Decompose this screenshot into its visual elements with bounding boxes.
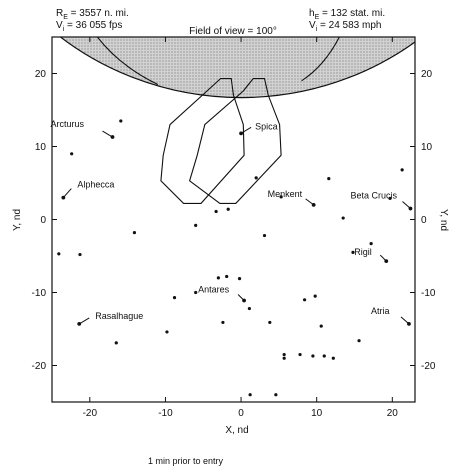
star-point [327,177,330,180]
y-tick-label-left: -10 [31,288,46,299]
y-tick-label-right: -20 [421,361,436,372]
y-tick-label-left: 20 [34,69,46,80]
x-tick-label: 0 [238,408,244,419]
star-point [227,208,230,211]
y-tick-label-left: -20 [31,361,46,372]
leader-arcturus [103,131,113,137]
window-outline-2 [190,79,282,204]
label-arcturus: Arcturus [50,119,85,130]
star-point [249,393,252,396]
star-point [225,275,228,278]
star-point [314,295,317,298]
chart-title: Field of view = 100° [189,26,277,37]
leader-alphecca [63,189,71,198]
star-point [263,234,266,237]
label-alphecca: Alphecca [77,179,115,190]
x-tick-label: 20 [386,408,398,419]
vi2-symbol: V [309,20,316,31]
entry-velocity-fps-line [56,20,122,33]
caption: 1 min prior to entry [148,456,224,466]
re-subscript: E [63,14,68,21]
star-point [274,393,277,396]
label-rasalhague: Rasalhague [95,310,144,321]
label-rigil: Rigil [354,247,372,258]
star-point [215,210,218,213]
vi2-subscript: i [315,26,318,33]
star-point [194,224,197,227]
star-point [78,253,81,256]
star-point [115,341,118,344]
label-spica: Spica [255,121,278,132]
leader-atria [401,317,409,324]
vi-fps-value: = 36 055 fps [64,20,123,31]
y-tick-label-right: 20 [421,69,433,80]
star-point [283,353,286,356]
y-axis-label-left: Y, nd [12,208,23,232]
leader-spica [241,127,251,133]
vi-subscript: i [62,26,65,33]
x-tick-label: 10 [311,408,323,419]
label-menkent: Menkent [267,188,303,199]
star-point [320,324,323,327]
re-symbol: R [56,8,64,19]
x-tick-label: -20 [82,408,98,419]
star-point [255,176,258,179]
x-axis-label: X, nd [225,425,249,436]
star-point [268,321,271,324]
y-tick-label-left: 10 [34,142,46,153]
star-point [283,357,286,360]
star-point [221,321,224,324]
y-tick-label-right: -10 [421,288,436,299]
leader-rigil [380,255,386,261]
star-point [370,242,373,245]
star-point [248,307,251,310]
label-antares: Antares [198,284,230,295]
star-point [194,291,197,294]
leader-antares [238,295,244,301]
he-subscript: E [314,14,320,21]
star-point [133,231,136,234]
star-point [70,152,73,155]
star-point [342,216,345,219]
leader-menkent [306,199,314,205]
star-point [323,354,326,357]
leader-beta-crucis [402,202,410,209]
y-tick-label-left: 0 [40,215,46,226]
label-beta-crucis: Beta Crucis [350,190,397,201]
star-point [357,339,360,342]
label-atria: Atria [370,305,390,316]
star-point [165,330,168,333]
vi-mph-value: = 24 583 mph [317,20,382,31]
vi-symbol: V [56,20,63,31]
star-point [332,357,335,360]
star-point [303,298,306,301]
he-value: = 132 stat. mi. [319,8,386,19]
he-symbol: h [309,8,315,19]
star-point [238,277,241,280]
star-point [298,353,301,356]
star-point [401,168,404,171]
star-point [119,119,122,122]
leader-rasalhague [79,318,89,324]
re-value: = 3557 n. mi. [67,8,129,19]
star-point [57,252,60,255]
star-point [217,276,220,279]
x-tick-label: -10 [158,408,173,419]
entry-velocity-mph-line [309,20,381,33]
y-tick-label-right: 0 [421,215,427,226]
y-tick-label-right: 10 [421,142,433,153]
star-point [173,296,176,299]
star-point [311,354,314,357]
y-axis-label-right: Y, nd [438,208,449,232]
